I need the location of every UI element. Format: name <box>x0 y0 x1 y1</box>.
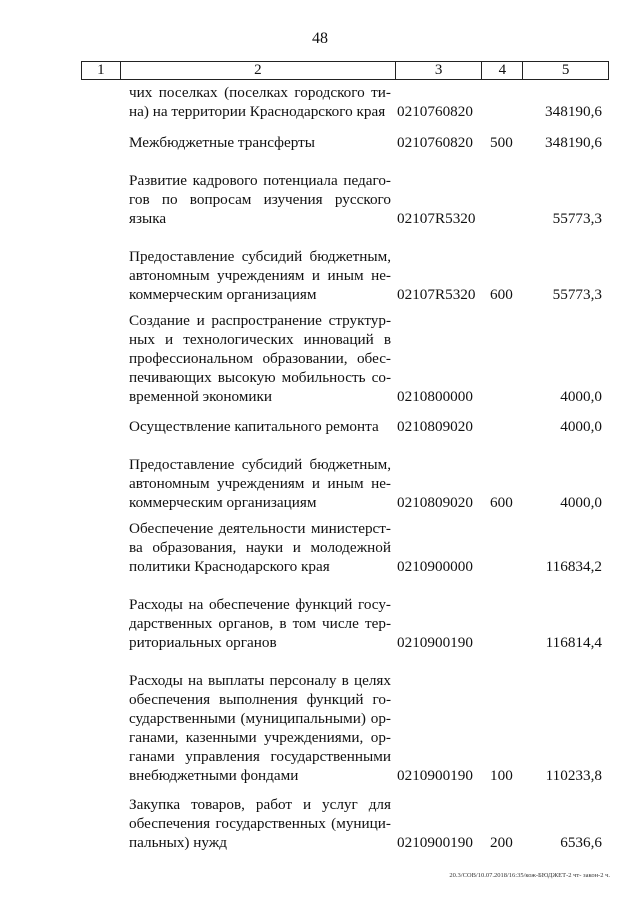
header-col-5: 5 <box>561 62 570 78</box>
row-amount: 4000,0 <box>560 418 602 435</box>
row-name <box>129 171 391 228</box>
row-amount: 348190,6 <box>545 134 602 151</box>
row-name-line: коммерческим организациям <box>129 286 317 303</box>
row-code: 0210760820 <box>397 134 473 151</box>
row-name-line: ганами управления государственными <box>129 748 391 765</box>
row-name-line: Закупка товаров, работ и услуг для <box>129 796 391 813</box>
page-number: 48 <box>312 30 328 47</box>
row-name-line: на) на территории Краснодарского края <box>129 103 386 120</box>
row-name <box>129 247 391 304</box>
row-name-line: ва образования, науки и молодежной <box>129 539 391 556</box>
row-amount: 116814,4 <box>545 634 602 651</box>
row-code: 0210809020 <box>397 494 473 511</box>
row-name <box>129 595 391 652</box>
row-code: 0210900000 <box>397 558 473 575</box>
row-name-line: автономным учреждениям и иным не- <box>129 475 391 492</box>
row-name-line: языка <box>129 210 167 227</box>
row-name-line: автономным учреждениям и иным не- <box>129 267 391 284</box>
row-name <box>129 795 391 852</box>
row-code: 02107R5320 <box>397 286 476 303</box>
row-name-line: риториальных органов <box>129 634 277 651</box>
row-name-line: коммерческим организациям <box>129 494 317 511</box>
row-name-line: политики Краснодарского края <box>129 558 330 575</box>
header-col-2: 2 <box>121 62 396 79</box>
row-amount: 4000,0 <box>560 388 602 405</box>
row-name-line: обеспечения выполнения функций го- <box>129 691 391 708</box>
row-name-line: обеспечения государственных (муници- <box>129 815 391 832</box>
row-code: 0210900190 <box>397 834 473 851</box>
row-name-line: сударственными (муниципальными) ор- <box>129 710 391 727</box>
footer-stamp: 20.3/СОВ/10.07.2018/16:35/кож-БЮДЖЕТ-2 чт- закон-2 ч. <box>449 872 610 879</box>
row-name-line: временной экономики <box>129 388 273 405</box>
row-name-line: профессиональном образовании, обес- <box>129 350 391 367</box>
row-code: 0210760820 <box>397 103 473 120</box>
row-amount: 116834,2 <box>545 558 602 575</box>
row-expense-type: 600 <box>490 494 513 511</box>
row-name <box>129 455 391 512</box>
row-name-line: пальных) нужд <box>129 834 228 851</box>
row-name-line: гов по вопросам изучения русского <box>129 191 391 208</box>
row-name-line: Создание и распространение структур- <box>129 312 391 329</box>
row-name-line: чих поселках (поселках городского ти- <box>129 84 391 101</box>
header-col-4: 4 <box>482 62 523 79</box>
row-name-line: дарственных органов, в том числе тер- <box>129 615 391 632</box>
row-code: 0210800000 <box>397 388 473 405</box>
table-header <box>81 61 609 80</box>
row-name-line: Расходы на выплаты персоналу в целях <box>129 672 391 689</box>
row-name <box>129 133 391 152</box>
row-name <box>129 671 391 785</box>
row-name-line: Предоставление субсидий бюджетным, <box>129 456 391 473</box>
row-name-line: Обеспечение деятельности министерст- <box>129 520 391 537</box>
row-name <box>129 519 391 576</box>
row-amount: 6536,6 <box>560 834 602 851</box>
header-col-1: 1 <box>82 62 121 79</box>
row-name-line: ганами, казенными учреждениями, ор- <box>129 729 391 746</box>
row-name-line: ных и технологических инноваций в <box>129 331 391 348</box>
row-name-line: Расходы на обеспечение функций госу- <box>129 596 391 613</box>
row-name-line: Осуществление капитального ремонта <box>129 418 379 435</box>
row-name-line: Предоставление субсидий бюджетным, <box>129 248 391 265</box>
row-amount: 348190,6 <box>545 103 602 120</box>
row-amount: 55773,3 <box>552 286 602 303</box>
row-amount: 55773,3 <box>552 210 602 227</box>
row-expense-type: 600 <box>490 286 513 303</box>
row-name <box>129 417 391 436</box>
row-expense-type: 100 <box>490 767 513 784</box>
row-name-line: печивающих высокую мобильность со- <box>129 369 391 386</box>
row-name <box>129 311 391 406</box>
row-amount: 4000,0 <box>560 494 602 511</box>
row-expense-type: 500 <box>490 134 513 151</box>
row-name <box>129 83 391 121</box>
row-amount: 110233,8 <box>545 767 602 784</box>
header-col-3: 3 <box>396 62 483 79</box>
row-code: 0210809020 <box>397 418 473 435</box>
row-expense-type: 200 <box>490 834 513 851</box>
row-name-line: Межбюджетные трансферты <box>129 134 315 151</box>
row-code: 02107R5320 <box>397 210 476 227</box>
row-code: 0210900190 <box>397 767 473 784</box>
row-code: 0210900190 <box>397 634 473 651</box>
row-name-line: внебюджетными фондами <box>129 767 299 784</box>
row-name-line: Развитие кадрового потенциала педаго- <box>129 172 391 189</box>
